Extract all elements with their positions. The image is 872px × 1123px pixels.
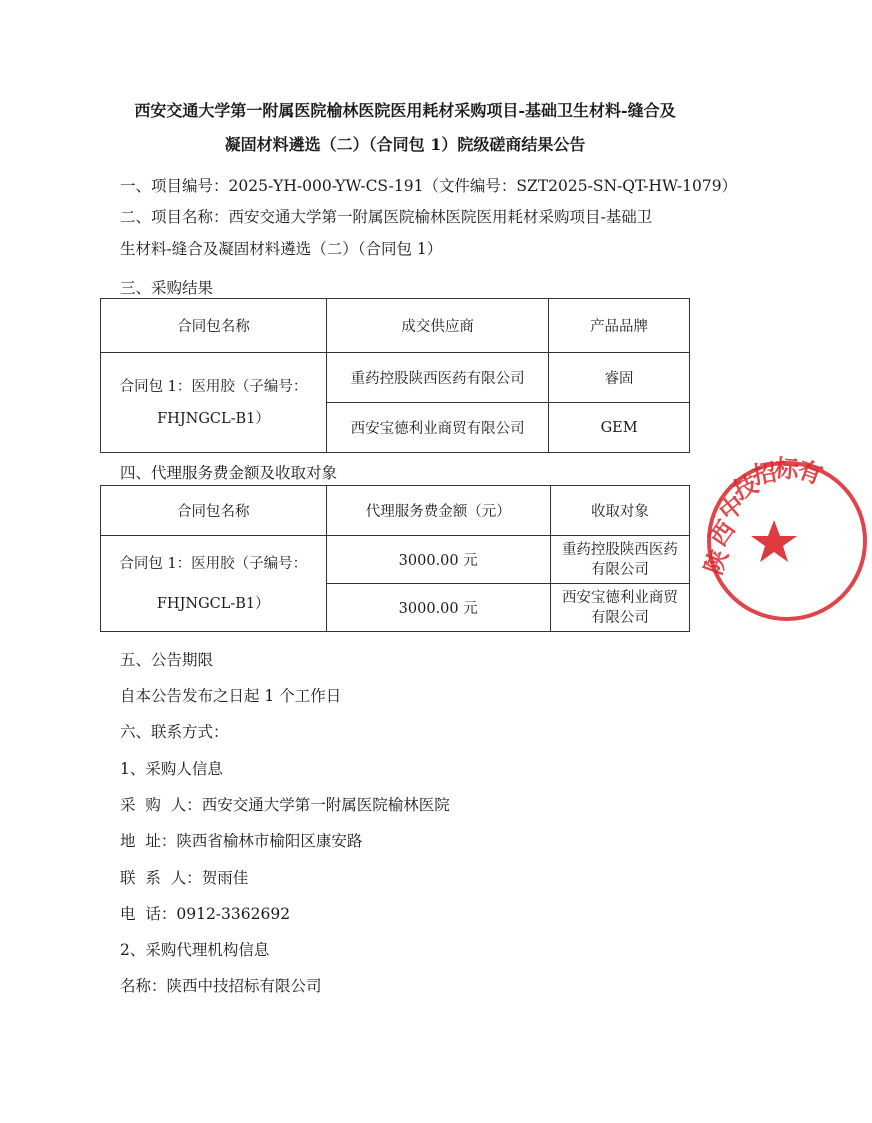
- buyer-heading: 1、采购人信息: [120, 760, 223, 778]
- agency-heading: 2、采购代理机构信息: [120, 941, 270, 959]
- supplier-cell: 西安宝德利业商贸有限公司: [327, 403, 549, 453]
- buyer-address: 地 址：陕西省榆林市榆阳区康安路: [120, 832, 363, 850]
- svg-text:陕: 陕: [698, 545, 734, 579]
- amount-cell: 3000.00 元: [326, 584, 550, 632]
- header-payer: 收取对象: [550, 486, 689, 536]
- section-heading-period: 五、公告期限: [120, 651, 214, 669]
- header-package: 合同包名称: [101, 299, 327, 353]
- table-row: [101, 353, 690, 403]
- brand-cell: 睿固: [549, 353, 690, 403]
- agency-name: 名称：陕西中技招标有限公司: [120, 977, 322, 995]
- package-cell: [101, 353, 327, 453]
- project-name-line-1: 二、项目名称：西安交通大学第一附属医院榆林医院医用耗材采购项目-基础卫: [120, 208, 653, 226]
- payer-cell: [550, 536, 689, 584]
- section-heading-fees: 四、代理服务费金额及收取对象: [120, 464, 338, 482]
- package-line-1: 合同包 1：医用胶（子编号：: [119, 555, 308, 572]
- buyer-contact: 联 系 人：贺雨佳: [120, 869, 249, 887]
- results-table-header: [101, 299, 690, 353]
- brand-cell: GEM: [549, 403, 690, 453]
- svg-text:有: 有: [793, 454, 827, 490]
- payer-line-2: 有限公司: [590, 609, 649, 626]
- section-heading-results: 三、采购结果: [120, 279, 214, 297]
- fees-table-header: [101, 486, 690, 536]
- period-text: 自本公告发布之日起 1 个工作日: [120, 687, 342, 705]
- document-title: [90, 94, 720, 162]
- package-line-1: 合同包 1：医用胶（子编号：: [119, 378, 308, 395]
- section-heading-contact: 六、联系方式：: [120, 723, 229, 741]
- header-brand: 产品品牌: [549, 299, 690, 353]
- svg-text:西: 西: [703, 515, 741, 552]
- title-line-1: 西安交通大学第一附属医院榆林医院医用耗材采购项目-基础卫生材料-缝合及: [134, 101, 676, 120]
- buyer-name: 采 购 人：西安交通大学第一附属医院榆林医院: [120, 796, 450, 814]
- svg-text:招: 招: [750, 457, 779, 490]
- official-seal-icon: [698, 453, 872, 626]
- header-package: 合同包名称: [101, 486, 327, 536]
- header-amount: 代理服务费金额（元）: [326, 486, 550, 536]
- project-name-line-2: 生材料-缝合及凝固材料遴选（二）（合同包 1）: [120, 240, 443, 258]
- fees-table: [100, 485, 690, 632]
- project-name: [120, 201, 690, 265]
- package-line-2: FHJNGCL-B1）: [157, 410, 270, 427]
- amount-cell: 3000.00 元: [326, 536, 550, 584]
- title-line-2: 凝固材料遴选（二）（合同包 1）院级磋商结果公告: [224, 135, 586, 154]
- svg-text:中: 中: [713, 488, 751, 527]
- package-line-2: FHJNGCL-B1）: [156, 595, 270, 612]
- supplier-cell: 重药控股陕西医药有限公司: [327, 353, 549, 403]
- payer-cell: [550, 584, 689, 632]
- buyer-phone: 电 话：0912-3362692: [120, 905, 291, 923]
- project-number: 一、项目编号：2025-YH-000-YW-CS-191（文件编号：SZT2025-SN-QT-HW-1079）: [120, 177, 738, 195]
- table-row: [101, 536, 690, 584]
- header-supplier: 成交供应商: [327, 299, 549, 353]
- svg-text:标: 标: [773, 453, 800, 485]
- payer-line-2: 有限公司: [590, 561, 649, 578]
- results-table: [100, 298, 690, 453]
- package-cell: [101, 536, 327, 632]
- svg-text:技: 技: [728, 469, 763, 506]
- payer-line-1: 西安宝德利业商贸: [561, 589, 678, 606]
- payer-line-1: 重药控股陕西医药: [561, 541, 678, 558]
